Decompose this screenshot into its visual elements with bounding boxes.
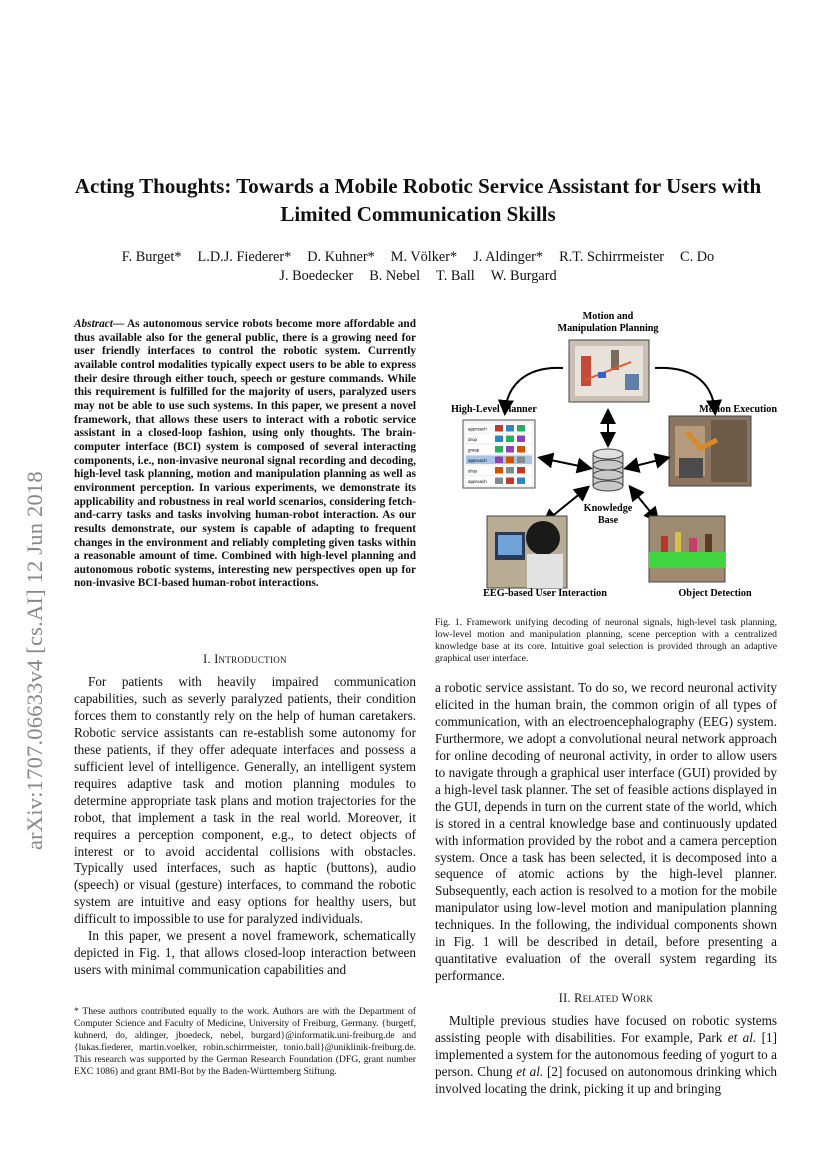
gui-row-thumbnail	[495, 457, 503, 464]
introduction-body	[74, 674, 416, 979]
figure-1	[435, 308, 777, 608]
gui-row-thumbnail	[517, 467, 525, 474]
arxiv-identifier: arXiv:1707.06633v4 [cs.AI] 12 Jun 2018	[22, 471, 47, 850]
label-high-level-planner: High-Level Planner	[451, 404, 537, 415]
label-object-detection: Object Detection	[678, 588, 752, 599]
related-work-body	[435, 1013, 777, 1098]
author-name: D. Kuhner*	[307, 249, 375, 265]
author-list	[60, 248, 776, 286]
label-motion-execution: Motion Execution	[699, 404, 777, 415]
gui-row-thumbnail	[506, 436, 514, 443]
right-paragraph-1: a robotic service assistant. To do so, we record neuronal activity elicited in the human brain, the common origin of all types of communication, with an electroencephalography (EEG) system. Furthermore, we adopt a convolutional neural network approach for online decoding of neuronal activity, in order to allow users to navigate through a graphical user interface (GUI) provided by a high-level task planner. The set of feasible actions displayed in the GUI, depends in turn on the current state of the world, which is stored in a central knowledge base and continuously updated with information provided by the robot and a camera perception system. Once a task has been selected, it is decomposed into a sequence of atomic actions by the high-level planner. Subsequently, each action is resolved to a motion for the mobile manipulator using low-level motion and manipulation planning techniques. In the following, the individual components shown in Fig. 1 will be described in detail, before presenting a quantitative evaluation of the overall system regarding its performance.	[435, 680, 777, 984]
author-name: L.D.J. Fiederer*	[197, 249, 292, 265]
related-paragraph-1: Multiple previous studies have focused on robotic systems assisting people with disabilities. For example, Park et al. [1] implemented a system for the autonomous feeding of yogurt to a person. Chung et al. [2] focused on autonomous drinking which involved locating the drink, picking it up and bringing	[435, 1013, 777, 1096]
gui-row-thumbnail	[506, 467, 514, 474]
gui-row-thumbnail	[495, 436, 503, 443]
gui-row-label: approach	[468, 426, 487, 432]
gui-row-label: approach	[468, 479, 487, 484]
figure-1-caption: Fig. 1. Framework unifying decoding of neuronal signals, high-level task planning, low-level motion and manipulation planning, scene perception with a centralized knowledge base at its core. Intuitive goal selection is provided through an adaptive graphical user interface.	[435, 617, 777, 664]
gui-row-thumbnail	[506, 457, 514, 464]
section-related-work-heading: II. Related Work	[558, 991, 654, 1005]
gui-row-thumbnail	[517, 436, 525, 443]
gui-row-label: drop	[468, 437, 478, 442]
author-name: T. Ball	[436, 268, 475, 284]
author-line-2	[60, 267, 776, 286]
gui-row-thumbnail	[506, 478, 514, 485]
author-name: J. Aldinger*	[473, 249, 544, 265]
author-name: F. Burget*	[121, 249, 182, 265]
intro-paragraph-2: In this paper, we present a novel framework, schematically depicted in Fig. 1, that allows closed-loop interaction between users with minimal communication capabilities and	[74, 928, 416, 978]
gui-row-thumbnail	[495, 446, 503, 453]
label-motion-planning: Motion and Manipulation Planning	[557, 311, 659, 334]
label-knowledge-base: Knowledge Base	[583, 503, 633, 526]
high-level-planner-gui-image	[463, 420, 535, 488]
gui-row-label: grasp	[468, 447, 480, 453]
author-footnote: * These authors contributed equally to the work. Authors are with the Department of Computer Science and Faculty of Medicine, University of Freiburg, Germany. {burgetf, kuhnerd, do, aldinger, jboedeck, nebel, burgard}@informatik.uni-freiburg.de and {lukas.fiederer, martin.voelker, robin.schirrmeister, tonio.ball}@uniklinik-freiburg.de. This research was supported by the German Research Foundation (DFG, grant number EXC 1086) and grant BMI-Bot by the Baden-Württemberg Stiftung.	[74, 1006, 416, 1077]
abstract	[74, 318, 416, 591]
author-name: M. Völker*	[390, 249, 458, 265]
gui-row-thumbnail	[506, 425, 514, 432]
motion-planning-map-image	[569, 340, 649, 402]
label-eeg-interaction: EEG-based User Interaction	[483, 588, 607, 599]
author-name: B. Nebel	[369, 268, 421, 284]
abstract-text: — As autonomous service robots become more affordable and thus available also for the general public, there is a growing need for user friendly interfaces to control the robotic system. Currently available control modalities typically expect users to be able to express their desire through either touch, speech or gesture commands. While this requirement is fulfilled for the majority of users, paralyzed users may not be able to use such systems. In this paper, we present a novel framework, that allows these users to interact with a robotic service assistant in a closed-loop fashion, using only thoughts. The brain-computer interface (BCI) system is composed of several interacting components, i.e., non-invasive neuronal signal recording and decoding, high-level task planning, motion and manipulation planning as well as environment perception. In various experiments, we demonstrate its applicability and robustness in real world scenarios, considering fetch-and-carry tasks and tasks involving human-robot interaction. As our results demonstrate, our system is capable of adapting to frequent changes in the environment and reliably completing given tasks within a reasonable amount of time. Combined with high-level planning and autonomous robotic systems, interesting new perspectives open up for non-invasive BCI-based human-robot interactions.	[74, 318, 416, 590]
paper-title: Acting Thoughts: Towards a Mobile Robotic Service Assistant for Users with Limited Communication Skills	[74, 174, 762, 226]
right-column-body	[435, 680, 777, 985]
gui-row-thumbnail	[517, 425, 525, 432]
knowledge-base-icon	[593, 449, 623, 491]
author-name: W. Burgard	[490, 268, 557, 284]
abstract-label: Abstract	[74, 318, 113, 330]
intro-paragraph-1: For patients with heavily impaired communication capabilities, such as severly paralyzed patients, their condition forces them to constantly rely on the help of human caretakers. Robotic service assistants can re-establish some autonomy for these patients, if they offer adequate interfaces and possess a sufficient level of intelligence. Generally, an intelligent system requires adaptive task and motion planning modules to determine appropriate task plans and motion trajectories for the robot, that implement a task in the real world. Moreover, it requires a perception component, e.g., to detect objects of interest or to avoid accidental collisions with obstacles. Typically used interfaces, such as haptic (buttons), audio (speech) or visual (gesture) interfaces, to command the robotic system are intuitive and easy options for healthy users, but difficult to impossible to use for paralyzed individuals.	[74, 674, 416, 927]
eeg-user-photo	[487, 516, 567, 588]
author-name: J. Boedecker	[279, 268, 354, 284]
framework-diagram	[435, 308, 777, 608]
gui-row-thumbnail	[495, 425, 503, 432]
author-name: C. Do	[680, 249, 715, 265]
gui-row-thumbnail	[495, 467, 503, 474]
gui-row-thumbnail	[517, 446, 525, 453]
gui-row-thumbnail	[517, 457, 525, 464]
object-detection-photo	[649, 516, 725, 582]
motion-execution-photo	[669, 416, 751, 486]
gui-row-thumbnail	[517, 478, 525, 485]
author-name: R.T. Schirrmeister	[559, 249, 665, 265]
gui-row-label: approach	[468, 458, 487, 463]
gui-row-thumbnail	[506, 446, 514, 453]
gui-row-thumbnail	[495, 478, 503, 485]
gui-row-label: drop	[468, 468, 478, 474]
author-line-1	[60, 248, 776, 267]
section-introduction-heading: I. Introduction	[203, 652, 287, 666]
